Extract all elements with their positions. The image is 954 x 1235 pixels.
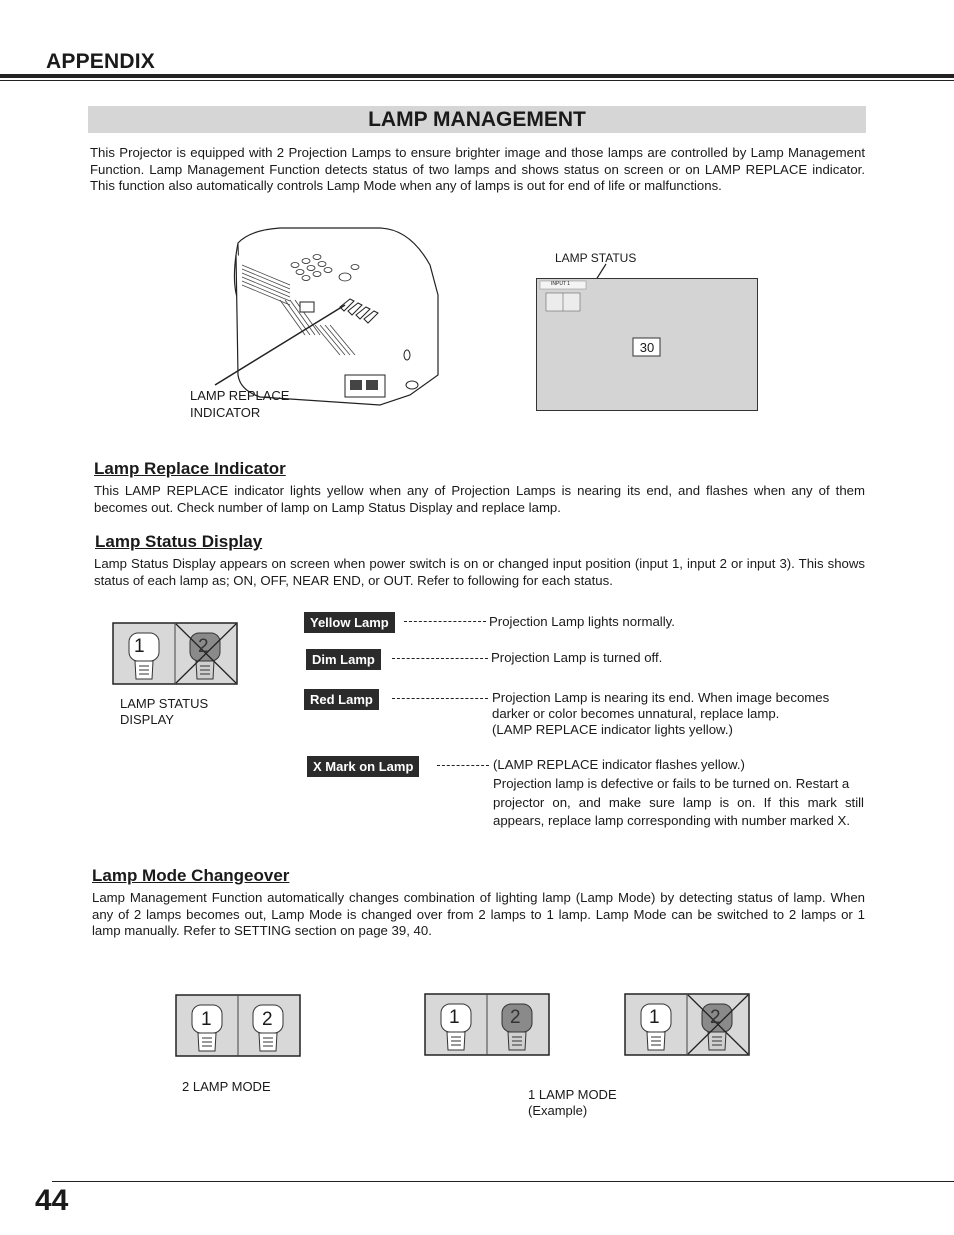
red-lamp-badge: Red Lamp — [304, 689, 379, 710]
red-lamp-desc-line1: Projection Lamp is nearing its end. When image becomes — [492, 690, 830, 705]
one-lamp-mode-label: 1 LAMP MODE — [528, 1087, 617, 1102]
leader-line — [437, 765, 489, 766]
lamp-number-2: 2 — [262, 1009, 273, 1030]
lamp-number-2: 2 — [510, 1007, 521, 1028]
leader-line — [392, 658, 488, 659]
lamp-number-2: 2 — [710, 1007, 721, 1028]
status-display-heading: Lamp Status Display — [95, 532, 263, 551]
lamp-number-1: 1 — [449, 1007, 460, 1028]
lamp-status-display-box — [112, 622, 240, 686]
replace-indicator-heading: Lamp Replace Indicator — [94, 459, 286, 478]
page-title: LAMP MANAGEMENT — [88, 106, 866, 133]
yellow-lamp-badge: Yellow Lamp — [304, 612, 395, 633]
lamp-status-display-label-line1: LAMP STATUS — [120, 696, 209, 711]
x-mark-desc-line4: appears, replace lamp corresponding with number marked X. — [493, 813, 850, 828]
section-title: APPENDIX — [46, 50, 155, 73]
header-rule-thin — [0, 80, 954, 81]
mode-changeover-heading: Lamp Mode Changeover — [92, 866, 290, 885]
yellow-lamp-desc: Projection Lamp lights normally. — [489, 614, 675, 629]
red-lamp-desc-line3: (LAMP REPLACE indicator lights yellow.) — [492, 722, 733, 737]
footer-rule — [52, 1181, 954, 1182]
one-lamp-mode-box-dim — [424, 993, 552, 1057]
screen-input-label: INPUT 1 — [551, 281, 571, 287]
status-display-text: Lamp Status Display appears on screen when power switch is on or changed input position (input 1, input 2 or input 3). This shows status of each lamp as; ON, OFF, NEAR END, or OUT. Refer to following for each status. — [94, 556, 865, 588]
lamp-replace-indicator-label-line2: INDICATOR — [190, 405, 261, 420]
x-mark-desc-line2: Projection lamp is defective or fails to be turned on. Restart a — [493, 776, 850, 791]
replace-indicator-text: This LAMP REPLACE indicator lights yellow when any of Projection Lamps is nearing its end, and flashes when any of them becomes out. Check number of lamp on Lamp Status Display and replace lamp. — [94, 483, 865, 515]
red-lamp-desc-line2: darker or color becomes unnatural, replace lamp. — [492, 706, 780, 721]
mode-changeover-text: Lamp Management Function automatically changes combination of lighting lamp (Lamp Mode) by detecting status of lamp. When any of 2 lamps becomes out, Lamp Mode is changed over from 2 lamps to 1 lamp. Lamp Mode can be switched to 2 lamps or 1 lamp manually. Refer to SETTING section on page 39, 40. — [92, 890, 865, 939]
dim-lamp-desc: Projection Lamp is turned off. — [491, 650, 663, 665]
lamp-number-1: 1 — [134, 636, 145, 657]
leader-line — [404, 621, 486, 622]
header-rule — [0, 74, 954, 78]
page-number: 44 — [35, 1184, 69, 1217]
lamp-status-label: LAMP STATUS — [555, 251, 637, 265]
dim-lamp-badge: Dim Lamp — [306, 649, 381, 670]
lamp-status-display-label-line2: DISPLAY — [120, 712, 174, 727]
x-mark-badge: X Mark on Lamp — [307, 756, 419, 777]
x-mark-desc-line3: projector on, and make sure lamp is on. If this mark still — [493, 795, 864, 810]
x-mark-desc-line1: (LAMP REPLACE indicator flashes yellow.) — [493, 757, 745, 772]
leader-line — [392, 698, 488, 699]
one-lamp-mode-box-x — [624, 993, 752, 1057]
screen-counter: 30 — [639, 340, 655, 355]
lamp-number-2: 2 — [198, 636, 209, 657]
one-lamp-mode-example: (Example) — [528, 1103, 588, 1118]
two-lamp-mode-label: 2 LAMP MODE — [182, 1079, 271, 1094]
lamp-number-1: 1 — [649, 1007, 660, 1028]
lamp-number-1: 1 — [201, 1009, 212, 1030]
two-lamp-mode-box — [175, 994, 303, 1058]
intro-paragraph: This Projector is equipped with 2 Projection Lamps to ensure brighter image and those lamps are controlled by Lamp Management Function. Lamp Management Function detects status of two lamps and shows status on screen or on LAMP REPLACE indicator. This function also automatically controls Lamp Mode when any of lamps is out for end of life or malfunctions. — [90, 145, 865, 194]
lamp-replace-indicator-label-line1: LAMP REPLACE — [190, 388, 290, 403]
